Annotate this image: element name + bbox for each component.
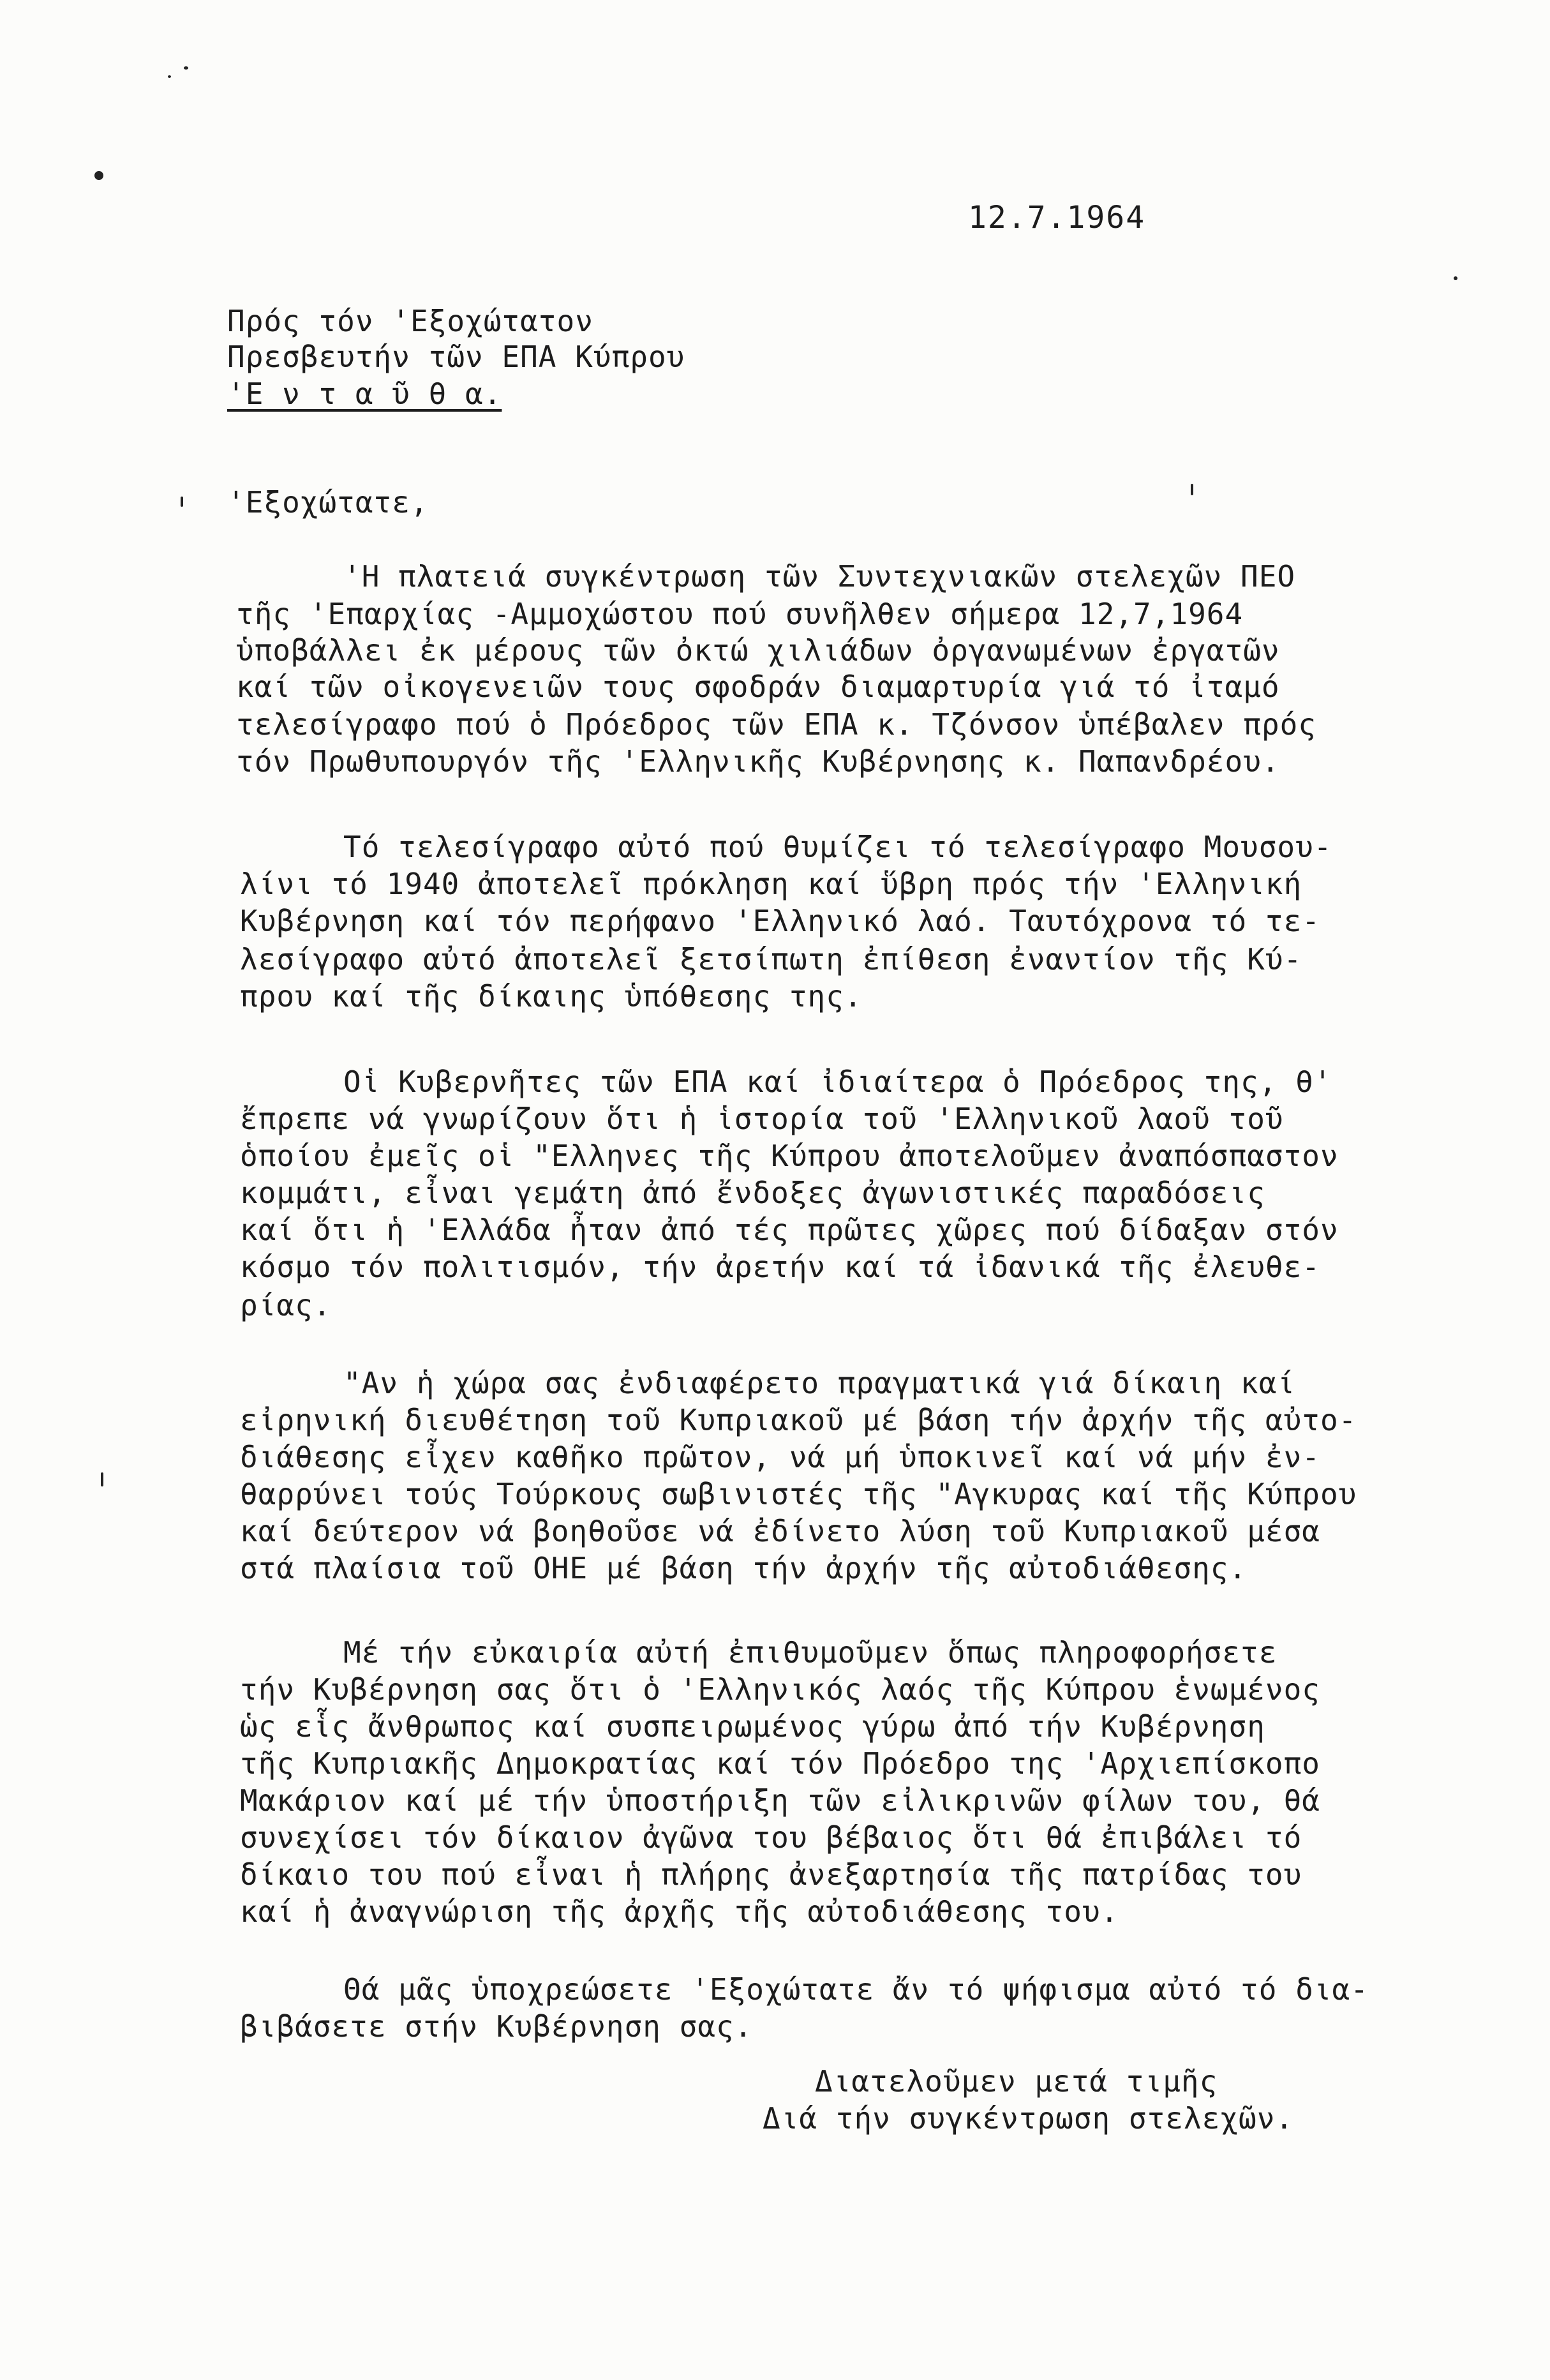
paragraph-4-line: εἰρηνική διευθέτηση τοῦ Κυπριακοῦ μέ βάση τήν ἀρχήν τῆς αὐτο- [240, 1403, 1357, 1437]
paragraph-4-line: διάθεσης εἶχεν καθῆκο πρῶτον, νά μή ὑποκινεῖ καί νά μήν ἐν- [240, 1440, 1320, 1474]
paragraph-4-line: καί δεύτερον νά βοηθοῦσε νά ἐδίνετο λύση τοῦ Κυπριακοῦ μέσα [240, 1514, 1320, 1548]
paragraph-5-line: δίκαιο του πού εἶναι ἡ πλήρης ἀνεξαρτησία τῆς πατρίδας του [240, 1857, 1302, 1892]
paragraph-3-line: ρίας. [240, 1288, 332, 1322]
recipient-line-3: 'Ε ν τ α ῦ θ α. [227, 377, 502, 411]
scan-speck [94, 171, 103, 180]
paragraph-4-line: στά πλαίσια τοῦ ΟΗΕ μέ βάση τήν ἀρχήν τῆς αὐτοδιάθεσης. [240, 1551, 1248, 1585]
paragraph-3-line: κομμάτι, εἶναι γεμάτη ἀπό ἔνδοξες ἀγωνιστικές παραδόσεις [240, 1176, 1265, 1210]
scan-speck [184, 66, 188, 70]
paragraph-5-line: καί ἡ ἀναγνώριση τῆς ἀρχῆς τῆς αὐτοδιάθεσης του. [240, 1894, 1119, 1929]
recipient-line-2: Πρεσβευτήν τῶν ΕΠΑ Κύπρου [227, 340, 685, 374]
paragraph-6-line: Θά μᾶς ὑποχρεώσετε 'Εξοχώτατε ἄν τό ψήφισμα αὐτό τό δια- [343, 1972, 1369, 2007]
scan-speck [1454, 276, 1457, 280]
scan-speck [181, 497, 183, 507]
paragraph-5-line: τήν Κυβέρνηση σας ὅτι ὁ 'Ελληνικός λαός τῆς Κύπρου ἑνωμένος [240, 1672, 1320, 1707]
paragraph-2-line: πρου καί τῆς δίκαιης ὑπόθεσης της. [240, 979, 863, 1014]
paragraph-3-line: καί ὅτι ἡ 'Ελλάδα ἦταν ἀπό τές πρῶτες χῶρες πού δίδαξαν στόν [240, 1213, 1339, 1247]
paragraph-6-line: βιβάσετε στήν Κυβέρνηση σας. [240, 2009, 753, 2044]
closing-line-2: Διά τήν συγκέντρωση στελεχῶν. [763, 2101, 1294, 2136]
paragraph-5-line: Μακάριον καί μέ τήν ὑποστήριξη τῶν εἰλικρινῶν φίλων του, θά [240, 1783, 1320, 1818]
paragraph-2-line: Τό τελεσίγραφο αὐτό πού θυμίζει τό τελεσίγραφο Μουσου- [343, 830, 1332, 864]
paragraph-5-line: ὡς εἷς ἄνθρωπος καί συσπειρωμένος γύρω ἀπό τήν Κυβέρνηση [240, 1709, 1265, 1744]
paragraph-1-line: τῆς 'Επαρχίας -Αμμοχώστου πού συνῆλθεν σήμερα 12,7,1964 [236, 597, 1244, 631]
paragraph-5-line: τῆς Κυπριακῆς Δημοκρατίας καί τόν Πρόεδρο της 'Αρχιεπίσκοπο [240, 1746, 1320, 1781]
letter-date: 12.7.1964 [968, 200, 1146, 236]
recipient-line-1: Πρός τόν 'Εξοχώτατον [227, 304, 593, 338]
paragraph-5-line: Μέ τήν εὐκαιρία αὐτή ἐπιθυμοῦμεν ὅπως πληροφορήσετε [343, 1635, 1278, 1670]
scan-speck [101, 1472, 103, 1486]
scan-speck [1191, 484, 1193, 495]
closing-line-1: Διατελοῦμεν μετά τιμῆς [815, 2064, 1218, 2099]
scan-speck [168, 75, 171, 78]
paragraph-3-line: ἔπρεπε νά γνωρίζουν ὅτι ἡ ἱστορία τοῦ 'Ελληνικοῦ λαοῦ τοῦ [240, 1102, 1284, 1136]
paragraph-5-line: συνεχίσει τόν δίκαιον ἀγῶνα του βέβαιος ὅτι θά ἐπιβάλει τό [240, 1820, 1302, 1855]
paragraph-3-line: κόσμο τόν πολιτισμόν, τήν ἀρετήν καί τά ἰδανικά τῆς ἐλευθε- [240, 1250, 1320, 1284]
paragraph-2-line: λεσίγραφο αὐτό ἀποτελεῖ ξετσίπωτη ἐπίθεση ἐναντίον τῆς Κύ- [240, 942, 1302, 977]
paragraph-1-line: τόν Πρωθυπουργόν τῆς 'Ελληνικῆς Κυβέρνησης κ. Παπανδρέου. [236, 744, 1280, 779]
paragraph-1-line: τελεσίγραφο πού ὁ Πρόεδρος τῶν ΕΠΑ κ. Τζόνσον ὑπέβαλεν πρός [236, 707, 1316, 742]
paragraph-2-line: λίνι τό 1940 ἀποτελεῖ πρόκληση καί ὕβρη πρός τήν 'Ελληνική [240, 867, 1302, 901]
paragraph-2-line: Κυβέρνηση καί τόν περήφανο 'Ελληνικό λαό. Ταυτόχρονα τό τε- [240, 904, 1320, 938]
paragraph-1-line: 'Η πλατειά συγκέντρωση τῶν Συντεχνιακῶν στελεχῶν ΠΕΟ [343, 559, 1296, 594]
paragraph-4-line: θαρρύνει τούς Τούρκους σωβινιστές τῆς "Αγκυρας καί τῆς Κύπρου [240, 1477, 1357, 1511]
paragraph-4-line: "Αν ἡ χώρα σας ἐνδιαφέρετο πραγματικά γιά δίκαιη καί [343, 1366, 1296, 1400]
paragraph-3-line: Οἱ Κυβερνῆτες τῶν ΕΠΑ καί ἰδιαίτερα ὁ Πρόεδρος της, θ' [343, 1065, 1332, 1099]
paragraph-3-line: ὁποίου ἐμεῖς οἱ "Ελληνες τῆς Κύπρου ἀποτελοῦμεν ἀναπόσπαστον [240, 1139, 1339, 1173]
paragraph-1-line: ὑποβάλλει ἐκ μέρους τῶν ὀκτώ χιλιάδων ὀργανωμένων ἐργατῶν [236, 633, 1280, 668]
paragraph-1-line: καί τῶν οἰκογενειῶν τους σφοδράν διαμαρτυρία γιά τό ἰταμό [236, 670, 1280, 704]
salutation: 'Εξοχώτατε, [227, 485, 429, 520]
